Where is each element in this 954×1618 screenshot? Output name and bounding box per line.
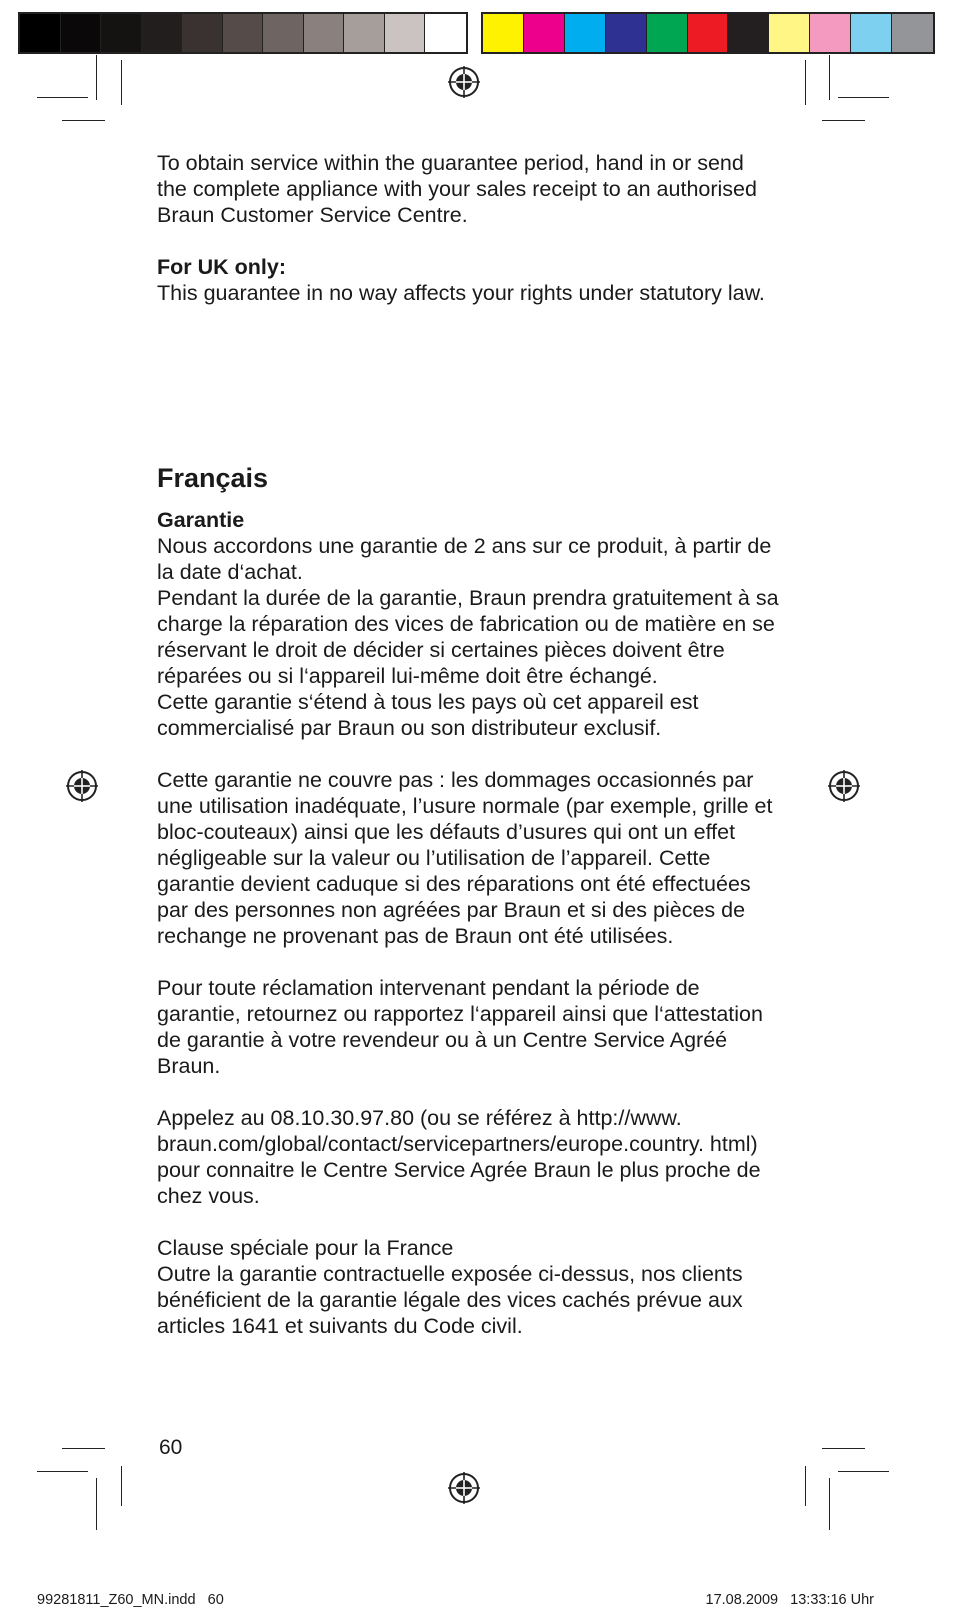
crop-mark — [829, 55, 830, 100]
color-swatch — [565, 14, 606, 52]
paragraph: Nous accordons une garantie de 2 ans sur ce produit, à partir de la date d‘achat. — [157, 534, 772, 584]
color-swatch — [182, 14, 223, 52]
color-swatch — [101, 14, 142, 52]
crop-mark — [121, 1466, 122, 1506]
process-color-bar — [481, 12, 935, 54]
registration-mark-icon — [448, 1472, 480, 1504]
color-swatch — [61, 14, 102, 52]
crop-mark — [805, 60, 806, 105]
color-swatch — [728, 14, 769, 52]
color-swatch — [385, 14, 426, 52]
uk-only-label: For UK only: — [157, 255, 286, 279]
slug-datetime: 17.08.2009 13:33:16 Uhr — [705, 1592, 874, 1608]
paragraph: Pour toute réclamation intervenant pendant la période de garantie, retournez ou rapportez l‘appareil ainsi que l‘attestation de garantie à votre revendeur ou à un Centre Service Agréé Braun. — [157, 976, 763, 1078]
crop-mark — [805, 1466, 806, 1506]
service-paragraph: To obtain service within the guarantee period, hand in or send the complete appliance with your sales receipt to an authorised Braun Customer Service Centre. — [157, 151, 757, 227]
color-swatch — [810, 14, 851, 52]
registration-mark-icon — [448, 66, 480, 98]
section-heading: Français — [157, 463, 269, 493]
slug-file-info: 99281811_Z60_MN.indd 60 — [37, 1592, 224, 1608]
color-swatch — [606, 14, 647, 52]
crop-mark — [838, 97, 889, 98]
grayscale-color-bar — [18, 12, 468, 54]
crop-mark — [822, 120, 865, 121]
crop-mark — [62, 1448, 105, 1449]
color-swatch — [524, 14, 565, 52]
page-number: 60 — [159, 1436, 183, 1459]
color-swatch — [304, 14, 345, 52]
color-swatch — [20, 14, 61, 52]
crop-mark — [829, 1478, 830, 1530]
color-swatch — [483, 14, 524, 52]
color-swatch — [223, 14, 264, 52]
crop-mark — [121, 60, 122, 105]
crop-mark — [37, 1471, 88, 1472]
fr-guarantee-section — [157, 507, 782, 1339]
color-swatch — [142, 14, 183, 52]
color-swatch — [892, 14, 933, 52]
paragraph: Cette garantie ne couvre pas : les dommages occasionnés par une utilisation inadéquate, l’usure normale (par exemple, grille et bloc-couteaux) ainsi que les défauts d’usures qui ont un effet négligeable sur la valeur ou l’utilisation de l’appareil. Cette garantie devient caduque si des réparations ont été effectuées par des personnes non agréées par Braun et si des pièces de rechange ne provenant pas de Braun ont été utilisées. — [157, 768, 773, 948]
uk-only-paragraph: This guarantee in no way affects your rights under statutory law. — [157, 281, 765, 305]
color-swatch — [769, 14, 810, 52]
color-swatch — [647, 14, 688, 52]
color-swatch — [263, 14, 304, 52]
paragraph: Outre la garantie contractuelle exposée ci-dessus, nos clients bénéficient de la garantie légale des vices cachés prévue aux articles 1641 et suivants du Code civil. — [157, 1262, 743, 1338]
color-swatch — [425, 14, 466, 52]
crop-mark — [822, 1448, 865, 1449]
clause-title: Clause spéciale pour la France — [157, 1236, 454, 1260]
uk-guarantee-section — [157, 150, 772, 306]
registration-mark-icon — [828, 770, 860, 802]
crop-mark — [62, 120, 105, 121]
paragraph: Cette garantie s‘étend à tous les pays où cet appareil est commercialisé par Braun ou son distributeur exclusif. — [157, 690, 699, 740]
paragraph: Appelez au 08.10.30.97.80 (ou se référez à http://www. braun.com/global/contact/servicepartners/europe.country. html) pour connaitre le Centre Service Agrée Braun le plus proche de chez vous. — [157, 1106, 761, 1208]
crop-mark — [37, 97, 88, 98]
crop-mark — [838, 1471, 889, 1472]
crop-mark — [96, 1478, 97, 1530]
registration-mark-icon — [66, 770, 98, 802]
color-swatch — [851, 14, 892, 52]
paragraph: Pendant la durée de la garantie, Braun prendra gratuitement à sa charge la réparation des vices de fabrication ou de matière en se réservant le droit de décider si certaines pièces doivent être réparées ou si l‘appareil lui-même doit être échangé. — [157, 586, 779, 688]
crop-mark — [96, 55, 97, 100]
color-swatch — [688, 14, 729, 52]
garantie-label: Garantie — [157, 508, 245, 532]
color-swatch — [344, 14, 385, 52]
